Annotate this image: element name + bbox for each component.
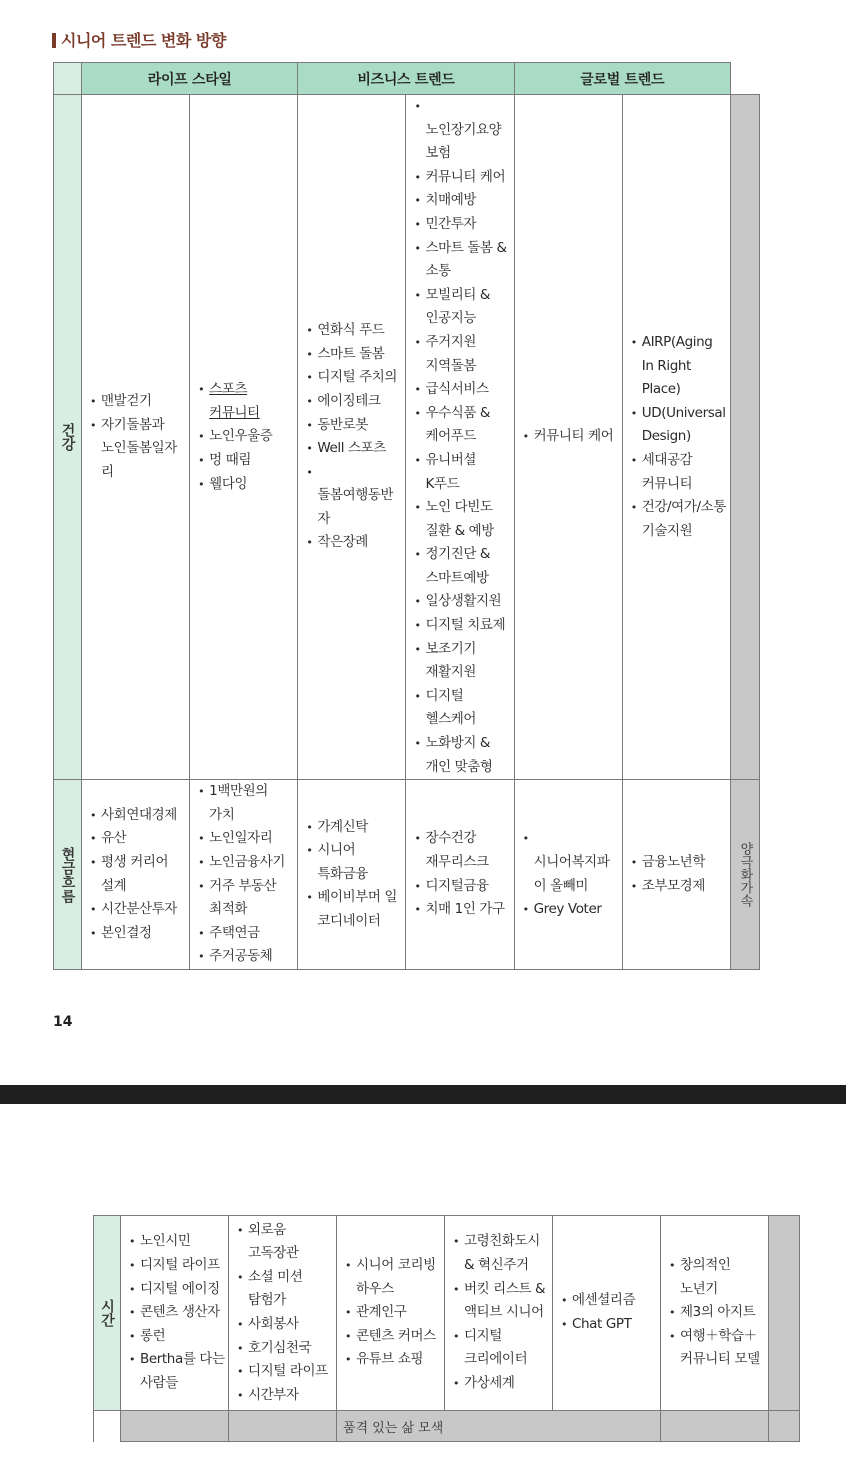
footer-text: 품격 있는 삶 모색	[337, 1411, 661, 1442]
list-item: • 거주 부동산 최적화	[198, 875, 294, 922]
list-item: • 롱런	[129, 1325, 225, 1349]
footer-gap-1	[121, 1411, 229, 1442]
row-label-time: 시간	[94, 1216, 121, 1411]
list-item: • 여행＋학습＋커뮤니티 모델	[669, 1325, 765, 1372]
row-label-health: 건강	[54, 95, 82, 780]
list-item: • 유니버셜 K푸드	[414, 449, 510, 496]
list-item: • 소셜 미션 탐험가	[237, 1266, 333, 1313]
list-item: • 창의적인 노년기	[669, 1254, 765, 1301]
list-item: • 금융노년학	[631, 851, 727, 875]
list-item: • 커뮤니티 케어	[414, 166, 510, 190]
list-item: • 시니어복지파이 올빼미	[523, 827, 619, 898]
list-item: • 디지털 헬스케어	[414, 685, 510, 732]
list-item: • Grey Voter	[523, 898, 619, 922]
list-item: • 고령친화도시 & 혁신주거	[453, 1230, 549, 1277]
list-item: • 디지털 라이프	[237, 1360, 333, 1384]
list-item: • 디지털 주치의	[306, 366, 402, 390]
list-item: • 에센셜리즘	[561, 1289, 657, 1313]
row-time	[94, 1216, 800, 1411]
list-item: • UD(Universal Design)	[631, 402, 727, 449]
list-item: • 주거지원 지역돌봄	[414, 331, 510, 378]
cell-health-1	[82, 95, 190, 780]
list-item: • 일상생활지원	[414, 590, 510, 614]
page-bottom	[0, 1104, 846, 1458]
list-item: • 유산	[90, 827, 186, 851]
list-item: • 장수건강 재무리스크	[414, 827, 510, 874]
cell-time-6	[661, 1216, 769, 1411]
list-item: • 주택연금	[198, 922, 294, 946]
cell-time-2	[229, 1216, 337, 1411]
cell-time-4	[445, 1216, 553, 1411]
list-item: • 디지털 에이징	[129, 1278, 225, 1302]
list-item: • 치매예방	[414, 189, 510, 213]
list-item: • 노화방지 & 개인 맞춤형	[414, 732, 510, 779]
list-item: • 가상세계	[453, 1372, 549, 1396]
list-item: • 디지털 크리에이터	[453, 1325, 549, 1372]
footer-gap-2	[229, 1411, 337, 1442]
side-polarization: 양극화가속	[730, 780, 759, 970]
list-item: • 스포츠 커뮤니티	[198, 378, 294, 425]
list-item: • 디지털금융	[414, 875, 510, 899]
footer-blank	[94, 1411, 121, 1442]
list-item: • 맨발걷기	[90, 390, 186, 414]
section-title-text: 시니어 트렌드 변화 방향	[61, 31, 226, 50]
list-item: • 돌봄여행동반자	[306, 461, 402, 532]
cell-time-5	[553, 1216, 661, 1411]
list-item: • 치매 1인 가구	[414, 898, 510, 922]
cell-health-3	[298, 95, 406, 780]
list-item: • 콘텐츠 생산자	[129, 1301, 225, 1325]
list-item: • 연화식 푸드	[306, 319, 402, 343]
header-row	[54, 63, 760, 95]
list-item: • 모빌리티 & 인공지능	[414, 284, 510, 331]
list-item: • AIRP(Aging In Right Place)	[631, 331, 727, 402]
header-lifestyle: 라이프 스타일	[82, 63, 298, 95]
cell-cashflow-2	[190, 780, 298, 970]
trend-table-bottom	[93, 1215, 800, 1442]
list-item: • 베이비부머 일 코디네이터	[306, 886, 402, 933]
cell-time-1	[121, 1216, 229, 1411]
list-item: • 디지털 치료제	[414, 614, 510, 638]
list-item: • Well 스포츠	[306, 437, 402, 461]
list-item: • 노인일자리	[198, 827, 294, 851]
list-item: • Bertha를 다는 사람들	[129, 1348, 225, 1395]
list-item: • 사회봉사	[237, 1313, 333, 1337]
list-item: • Chat GPT	[561, 1313, 657, 1337]
row-cashflow	[54, 780, 760, 970]
list-item: • 스마트 돌봄	[306, 343, 402, 367]
cell-cashflow-6	[622, 780, 730, 970]
list-item: • 유튜브 쇼핑	[345, 1348, 441, 1372]
list-item: • 시간부자	[237, 1384, 333, 1408]
list-item: • 민간투자	[414, 213, 510, 237]
list-item: • 디지털 라이프	[129, 1254, 225, 1278]
list-item: • 가계신탁	[306, 816, 402, 840]
list-item: • 스마트 돌봄 & 소통	[414, 237, 510, 284]
list-item: • 노인 다빈도 질환 & 예방	[414, 496, 510, 543]
row-label-cashflow: 현금흐름	[54, 780, 82, 970]
list-item: • 멍 때림	[198, 449, 294, 473]
list-item: • 정기진단 & 스마트예방	[414, 543, 510, 590]
title-marker	[52, 33, 56, 48]
header-business-trend: 비즈니스 트렌드	[298, 63, 514, 95]
list-item: • 1백만원의 가치	[198, 780, 294, 827]
cell-time-3	[337, 1216, 445, 1411]
list-item: • 동반로봇	[306, 414, 402, 438]
list-item: • 자기돌봄과 노인돌봄일자리	[90, 414, 186, 485]
row-health	[54, 95, 760, 780]
cell-health-5	[514, 95, 622, 780]
list-item: • 노인장기요양보험	[414, 95, 510, 166]
footer-row	[94, 1411, 800, 1442]
header-filler	[730, 63, 759, 95]
list-item: • 커뮤니티 케어	[523, 425, 619, 449]
cell-cashflow-4	[406, 780, 514, 970]
list-item: • 시간분산투자	[90, 898, 186, 922]
list-item: • 작은장례	[306, 531, 402, 555]
list-item: • 우수식품 & 케어푸드	[414, 402, 510, 449]
cell-cashflow-5	[514, 780, 622, 970]
list-item: • 평생 커리어 설계	[90, 851, 186, 898]
list-item: • 외로움 고독장관	[237, 1219, 333, 1266]
list-item: • 세대공감 커뮤니티	[631, 449, 727, 496]
side-health	[730, 95, 759, 780]
footer-gap-4	[769, 1411, 800, 1442]
trend-table-top	[53, 62, 760, 970]
list-item: • 주거공동체	[198, 945, 294, 969]
list-item: • 시니어 코리빙 하우스	[345, 1254, 441, 1301]
list-item: • 급식서비스	[414, 378, 510, 402]
list-item: • 건강/여가/소통 기술지원	[631, 496, 727, 543]
list-item: • 노인우울증	[198, 425, 294, 449]
list-item: • 노인시민	[129, 1230, 225, 1254]
list-item: • 버킷 리스트 & 액티브 시니어	[453, 1278, 549, 1325]
cell-cashflow-1	[82, 780, 190, 970]
header-corner	[54, 63, 82, 95]
list-item: • 관계인구	[345, 1301, 441, 1325]
list-item: • 보조기기 재활지원	[414, 638, 510, 685]
cell-health-6	[622, 95, 730, 780]
list-item: • 에이징테크	[306, 390, 402, 414]
list-item: • 웰다잉	[198, 473, 294, 497]
list-item: • 제3의 아지트	[669, 1301, 765, 1325]
list-item: • 노인금융사기	[198, 851, 294, 875]
list-item: • 본인결정	[90, 922, 186, 946]
header-global-trend: 글로벌 트렌드	[514, 63, 730, 95]
list-item: • 호기심천국	[237, 1337, 333, 1361]
page-divider	[0, 1085, 846, 1104]
list-item: • 사회연대경제	[90, 804, 186, 828]
cell-cashflow-3	[298, 780, 406, 970]
cell-health-2	[190, 95, 298, 780]
list-item: • 콘텐츠 커머스	[345, 1325, 441, 1349]
section-title	[52, 28, 226, 51]
page-number: 14	[53, 1014, 73, 1030]
side-time	[769, 1216, 800, 1411]
list-item: • 조부모경제	[631, 875, 727, 899]
footer-gap-3	[661, 1411, 769, 1442]
cell-health-4	[406, 95, 514, 780]
list-item: • 시니어 특화금융	[306, 839, 402, 886]
